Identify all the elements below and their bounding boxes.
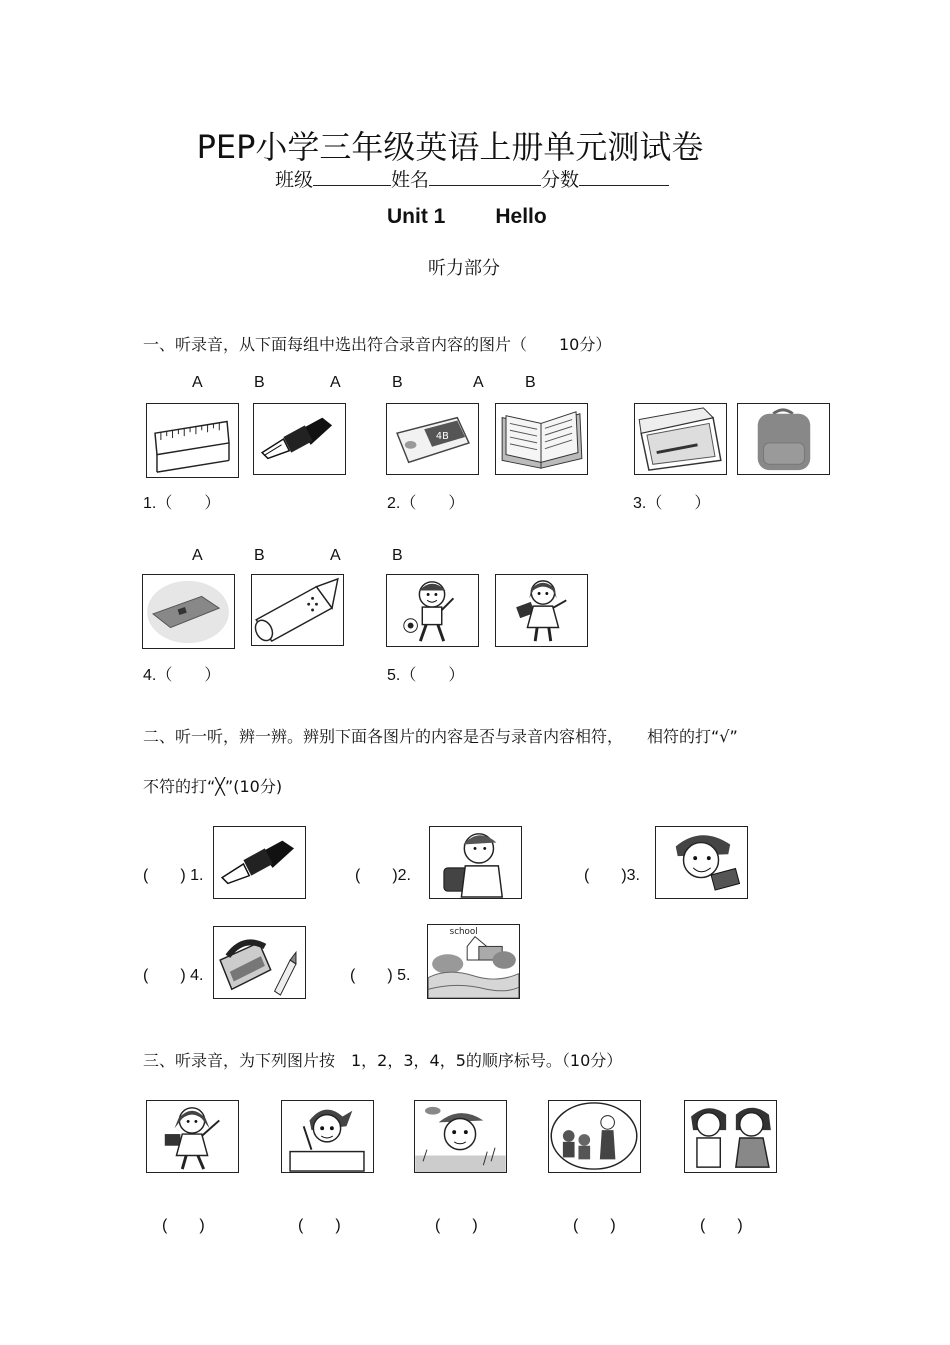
order-answer-1[interactable]: ( ) <box>162 1217 205 1234</box>
boy-with-book-picture <box>655 826 748 899</box>
answer-3[interactable]: 3.（ ） <box>633 495 711 512</box>
answer-5[interactable]: 5.（ ） <box>387 667 465 684</box>
section3-instruction: 三、听录音，为下列图片按 1，2，3，4，5的顺序标号。（10分） <box>143 1051 623 1070</box>
school-sign: school <box>449 926 478 937</box>
pen-picture <box>213 826 306 899</box>
judge-item-2[interactable]: ( )2. <box>355 867 412 884</box>
label-a: A <box>192 547 203 564</box>
book-picture <box>495 403 588 475</box>
score-label: 分数 <box>541 169 580 191</box>
label-a: A <box>473 374 484 391</box>
boy-icon <box>387 575 478 646</box>
sharpener-icon <box>143 575 234 648</box>
score-blank[interactable] <box>579 167 669 186</box>
label-a: A <box>330 374 341 391</box>
book-icon <box>496 404 587 474</box>
eraser-picture <box>386 403 479 475</box>
schoolbag-icon <box>738 404 829 474</box>
judge-item-3[interactable]: ( )3. <box>584 867 641 884</box>
unit-name: Hello <box>495 205 547 228</box>
schoolbag-picture <box>737 403 830 475</box>
order-answer-5[interactable]: ( ) <box>700 1217 743 1234</box>
people-icon <box>549 1101 640 1172</box>
girl-writing-picture <box>281 1100 374 1173</box>
section1-instruction: 一、听录音，从下面每组中选出符合录音内容的图片（ 10分） <box>143 335 612 354</box>
girl-icon <box>496 575 587 646</box>
boy-with-bag-picture <box>429 826 522 899</box>
crayon-icon <box>252 575 343 645</box>
boy-in-field-picture <box>414 1100 507 1173</box>
pen-picture <box>253 403 346 475</box>
pen-icon <box>214 827 305 898</box>
pencil-box-icon <box>635 404 726 474</box>
label-b: B <box>392 547 403 564</box>
sharpener-picture <box>142 574 235 649</box>
label-b: B <box>254 374 265 391</box>
answer-2[interactable]: 2.（ ） <box>387 495 465 512</box>
pen-icon <box>254 404 345 474</box>
answer-4[interactable]: 4.（ ） <box>143 667 221 684</box>
eraser-icon <box>387 404 478 474</box>
unit-number: Unit 1 <box>387 205 446 228</box>
section-part-title: 听力部分 <box>428 258 500 279</box>
girl-waving-picture <box>146 1100 239 1173</box>
boy-icon <box>415 1101 506 1172</box>
judge-item-5[interactable]: ( ) 5. <box>350 967 411 984</box>
school-picture <box>427 924 520 999</box>
section2-instruction-line2: 不符的打“╳”(10分) <box>143 777 283 796</box>
girl-icon <box>282 1101 373 1172</box>
eraser-text: 4B <box>435 431 449 442</box>
boy-with-ball-picture <box>386 574 479 647</box>
girl-icon <box>147 1101 238 1172</box>
class-label: 班级 <box>275 169 314 191</box>
class-blank[interactable] <box>313 167 391 186</box>
order-answer-4[interactable]: ( ) <box>573 1217 616 1234</box>
crayon-box-icon <box>214 927 305 998</box>
boy-icon <box>430 827 521 898</box>
two-girls-greeting-picture <box>684 1100 777 1173</box>
order-answer-2[interactable]: ( ) <box>298 1217 341 1234</box>
people-icon <box>685 1101 776 1172</box>
order-answer-3[interactable]: ( ) <box>435 1217 478 1234</box>
name-label: 姓名 <box>391 169 430 191</box>
label-b: B <box>254 547 265 564</box>
girl-with-bag-picture <box>495 574 588 647</box>
crayon-box-picture <box>213 926 306 999</box>
school-icon <box>428 925 519 998</box>
pencil-box-picture <box>634 403 727 475</box>
boy-icon <box>656 827 747 898</box>
name-blank[interactable] <box>429 167 541 186</box>
unit-heading <box>387 205 547 229</box>
judge-item-1[interactable]: ( ) 1. <box>143 867 204 884</box>
ruler-picture <box>146 403 239 478</box>
label-b: B <box>525 374 536 391</box>
answer-1[interactable]: 1.（ ） <box>143 495 221 512</box>
label-a: A <box>192 374 203 391</box>
student-info-line <box>275 165 669 192</box>
label-b: B <box>392 374 403 391</box>
label-a: A <box>330 547 341 564</box>
page-title: PEP小学三年级英语上册单元测试卷 <box>196 128 704 166</box>
ruler-icon <box>147 404 238 477</box>
judge-item-4[interactable]: ( ) 4. <box>143 967 204 984</box>
children-with-teacher-picture <box>548 1100 641 1173</box>
section2-instruction-line1: 二、听一听，辨一辨。辨别下面各图片的内容是否与录音内容相符， 相符的打“√” <box>143 727 738 746</box>
crayon-picture <box>251 574 344 646</box>
